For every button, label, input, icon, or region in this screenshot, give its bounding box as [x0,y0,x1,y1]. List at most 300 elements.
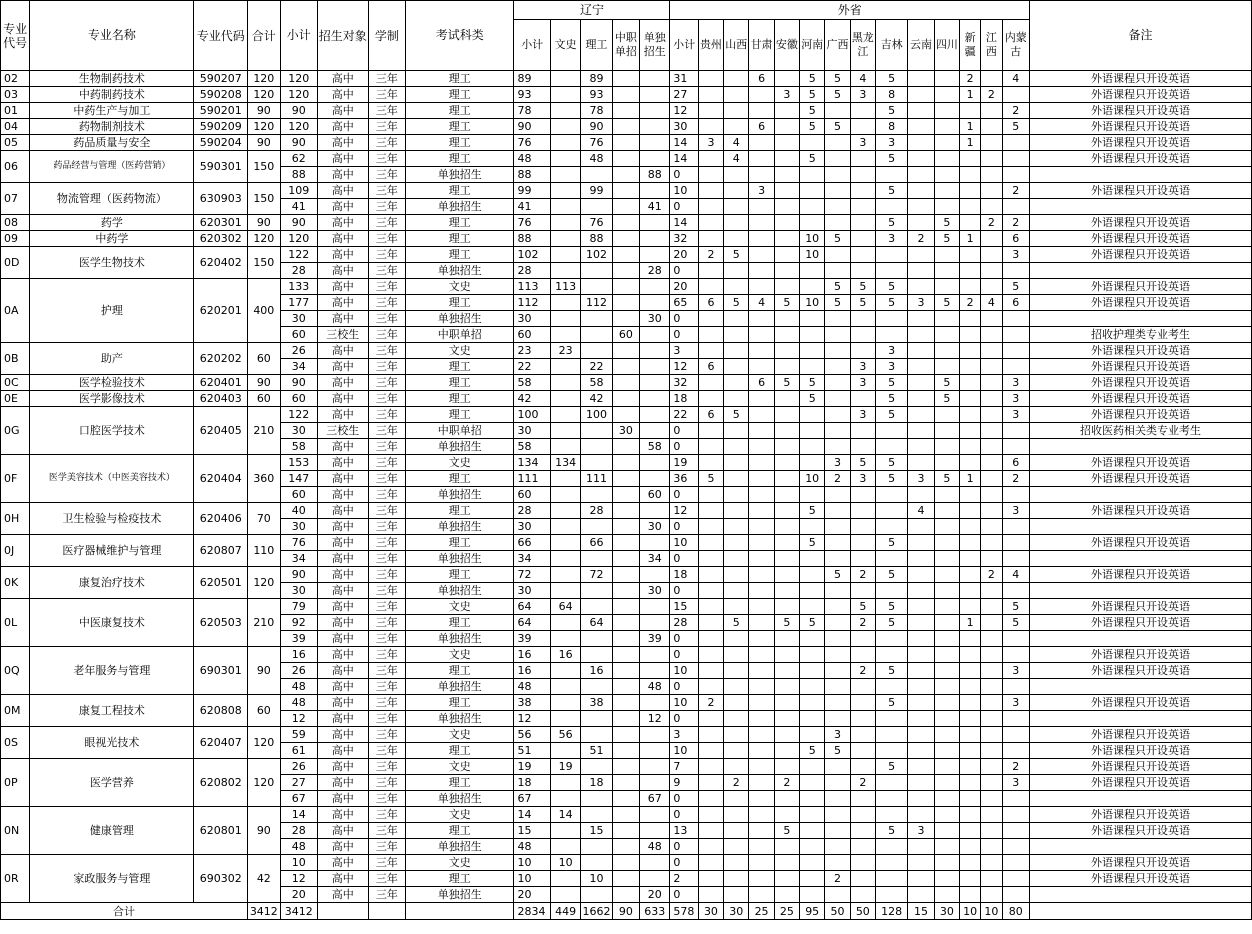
jilin-cell: 5 [875,615,907,631]
ln-zhongzhi-cell [612,375,639,391]
ln-zhongzhi-cell [612,263,639,279]
duration-cell: 三年 [368,487,405,503]
yunnan-cell [908,103,934,119]
gansu-cell [749,583,774,599]
ln-wenshi-cell [550,791,580,807]
ln-dandu-cell [640,647,670,663]
target-cell: 高中 [317,855,368,871]
shanxi-cell [724,487,749,503]
xinjiang-cell: 1 [960,471,981,487]
note-cell [1029,791,1251,807]
ln-wenshi-cell [550,119,580,135]
anhui-cell [774,471,799,487]
subtotal-cell: 67 [280,791,317,807]
target-cell: 高中 [317,663,368,679]
ln-dandu-cell [640,375,670,391]
exam-type-cell: 理工 [406,231,514,247]
duration-cell: 三年 [368,151,405,167]
jilin-cell: 5 [875,375,907,391]
header-name: 专业名称 [30,1,194,71]
xinjiang-cell [960,551,981,567]
ln-zhongzhi-cell [612,199,639,215]
ln-ligong-cell [581,263,612,279]
yunnan-cell [908,423,934,439]
neimenggu-cell [1002,711,1029,727]
ln-wenshi-cell [550,167,580,183]
ln-dandu-cell [640,823,670,839]
jiangxi-cell [981,343,1002,359]
major-name-cell: 中药制药技术 [30,87,194,103]
jilin-cell [875,583,907,599]
note-cell [1029,199,1251,215]
ln-ligong-cell: 38 [581,695,612,711]
guangxi-cell [825,615,850,631]
note-cell: 外语课程只开设英语 [1029,855,1251,871]
table-row [1,247,1252,263]
jilin-cell: 5 [875,407,907,423]
gansu-cell [749,631,774,647]
subtotal-cell: 120 [280,231,317,247]
header-note: 备注 [1029,1,1251,71]
totals-value-cell: 95 [800,903,825,920]
shanxi-cell [724,183,749,199]
ln-subtotal-cell: 10 [514,855,550,871]
xinjiang-cell [960,583,981,599]
xinjiang-cell [960,327,981,343]
ln-wenshi-cell [550,663,580,679]
ln-subtotal-cell: 72 [514,567,550,583]
ln-dandu-cell [640,183,670,199]
duration-cell: 三年 [368,599,405,615]
major-total-cell: 90 [248,103,280,119]
guizhou-cell [698,279,723,295]
xinjiang-cell [960,631,981,647]
neimenggu-cell [1002,647,1029,663]
neimenggu-cell [1002,823,1029,839]
major-code-cell: 620807 [194,535,248,567]
gansu-cell [749,487,774,503]
header-outside-col: 新疆 [960,20,981,71]
yunnan-cell: 4 [908,503,934,519]
ln-ligong-cell: 102 [581,247,612,263]
ln-dandu-cell [640,391,670,407]
ln-zhongzhi-cell [612,247,639,263]
ln-wenshi-cell: 64 [550,599,580,615]
exam-type-cell: 理工 [406,295,514,311]
jilin-cell [875,647,907,663]
guizhou-cell [698,727,723,743]
guangxi-cell: 5 [825,279,850,295]
gansu-cell [749,215,774,231]
jiangxi-cell [981,247,1002,263]
ln-subtotal-cell: 48 [514,679,550,695]
henan-cell: 5 [800,615,825,631]
heilongjiang-cell: 2 [850,663,875,679]
guangxi-cell [825,167,850,183]
ln-wenshi-cell [550,631,580,647]
ln-wenshi-cell: 14 [550,807,580,823]
guizhou-cell [698,887,723,903]
totals-label: 合计 [1,903,248,920]
shanxi-cell [724,167,749,183]
sichuan-cell [934,759,959,775]
subtotal-cell: 147 [280,471,317,487]
ln-subtotal-cell: 30 [514,583,550,599]
table-row [1,103,1252,119]
henan-cell [800,551,825,567]
guangxi-cell [825,647,850,663]
totals-subtotal: 3412 [280,903,317,920]
empty-cell [317,903,368,920]
anhui-cell [774,119,799,135]
ln-wenshi-cell: 23 [550,343,580,359]
guizhou-cell [698,71,723,87]
shanxi-cell [724,71,749,87]
neimenggu-cell: 3 [1002,391,1029,407]
neimenggu-cell: 5 [1002,615,1029,631]
yunnan-cell [908,679,934,695]
jiangxi-cell [981,279,1002,295]
guizhou-cell [698,119,723,135]
jiangxi-cell [981,167,1002,183]
ln-zhongzhi-cell [612,311,639,327]
ln-ligong-cell: 90 [581,119,612,135]
jilin-cell: 5 [875,391,907,407]
henan-cell [800,855,825,871]
out-subtotal-cell: 20 [670,279,698,295]
exam-type-cell: 单独招生 [406,839,514,855]
note-cell: 外语课程只开设英语 [1029,647,1251,663]
heilongjiang-cell [850,167,875,183]
major-total-cell: 210 [248,599,280,647]
ln-zhongzhi-cell [612,71,639,87]
guizhou-cell: 2 [698,247,723,263]
guangxi-cell [825,759,850,775]
jiangxi-cell [981,679,1002,695]
anhui-cell [774,135,799,151]
jiangxi-cell: 4 [981,295,1002,311]
out-subtotal-cell: 0 [670,791,698,807]
out-subtotal-cell: 0 [670,487,698,503]
duration-cell: 三年 [368,791,405,807]
ln-wenshi-cell [550,487,580,503]
ln-dandu-cell [640,279,670,295]
target-cell: 高中 [317,311,368,327]
major-id-cell: 0H [1,503,30,535]
jiangxi-cell [981,183,1002,199]
major-id-cell: 05 [1,135,30,151]
gansu-cell [749,791,774,807]
guangxi-cell [825,183,850,199]
target-cell: 高中 [317,455,368,471]
ln-zhongzhi-cell: 60 [612,327,639,343]
heilongjiang-cell [850,327,875,343]
header-outside-col: 云南 [908,20,934,71]
henan-cell [800,183,825,199]
jilin-cell: 5 [875,599,907,615]
exam-type-cell: 单独招生 [406,439,514,455]
anhui-cell [774,311,799,327]
target-cell: 高中 [317,743,368,759]
target-cell: 高中 [317,679,368,695]
ln-zhongzhi-cell [612,343,639,359]
out-subtotal-cell: 0 [670,423,698,439]
ln-zhongzhi-cell [612,391,639,407]
shanxi-cell [724,839,749,855]
target-cell: 高中 [317,775,368,791]
empty-cell [368,903,405,920]
duration-cell: 三年 [368,695,405,711]
duration-cell: 三年 [368,407,405,423]
sichuan-cell [934,87,959,103]
jilin-cell [875,519,907,535]
guizhou-cell [698,487,723,503]
note-cell [1029,631,1251,647]
guangxi-cell [825,807,850,823]
ln-zhongzhi-cell [612,135,639,151]
ln-wenshi-cell [550,583,580,599]
sichuan-cell [934,263,959,279]
guangxi-cell [825,503,850,519]
ln-dandu-cell [640,423,670,439]
out-subtotal-cell: 3 [670,727,698,743]
heilongjiang-cell: 5 [850,279,875,295]
neimenggu-cell: 2 [1002,471,1029,487]
heilongjiang-cell [850,807,875,823]
xinjiang-cell [960,807,981,823]
ln-ligong-cell: 28 [581,503,612,519]
target-cell: 高中 [317,439,368,455]
out-subtotal-cell: 0 [670,887,698,903]
header-outside-col: 广西 [825,20,850,71]
gansu-cell [749,855,774,871]
guizhou-cell [698,231,723,247]
major-total-cell: 90 [248,647,280,695]
heilongjiang-cell [850,183,875,199]
henan-cell: 5 [800,103,825,119]
sichuan-cell [934,151,959,167]
xinjiang-cell: 1 [960,87,981,103]
duration-cell: 三年 [368,103,405,119]
heilongjiang-cell [850,823,875,839]
subtotal-cell: 58 [280,439,317,455]
ln-subtotal-cell: 102 [514,247,550,263]
subtotal-cell: 62 [280,151,317,167]
anhui-cell [774,391,799,407]
sichuan-cell [934,727,959,743]
ln-dandu-cell [640,599,670,615]
major-code-cell: 620802 [194,759,248,807]
sichuan-cell [934,615,959,631]
ln-ligong-cell [581,167,612,183]
ln-subtotal-cell: 19 [514,759,550,775]
ln-zhongzhi-cell [612,231,639,247]
jiangxi-cell [981,327,1002,343]
exam-type-cell: 理工 [406,103,514,119]
henan-cell [800,583,825,599]
major-name-cell: 健康管理 [30,807,194,855]
jiangxi-cell [981,775,1002,791]
guizhou-cell [698,647,723,663]
xinjiang-cell [960,727,981,743]
major-total-cell: 120 [248,759,280,807]
anhui-cell [774,759,799,775]
target-cell: 三校生 [317,327,368,343]
gansu-cell [749,727,774,743]
exam-type-cell: 理工 [406,135,514,151]
xinjiang-cell [960,887,981,903]
ln-subtotal-cell: 51 [514,743,550,759]
subtotal-cell: 120 [280,119,317,135]
guizhou-cell [698,503,723,519]
ln-dandu-cell [640,743,670,759]
table-row [1,215,1252,231]
major-total-cell: 120 [248,727,280,759]
neimenggu-cell [1002,631,1029,647]
shanxi-cell [724,231,749,247]
major-total-cell: 90 [248,135,280,151]
jilin-cell: 5 [875,455,907,471]
exam-type-cell: 理工 [406,151,514,167]
target-cell: 高中 [317,71,368,87]
subtotal-cell: 133 [280,279,317,295]
heilongjiang-cell [850,535,875,551]
ln-zhongzhi-cell [612,823,639,839]
gansu-cell [749,359,774,375]
note-cell [1029,887,1251,903]
neimenggu-cell [1002,727,1029,743]
jilin-cell [875,263,907,279]
ln-dandu-cell [640,663,670,679]
guangxi-cell [825,551,850,567]
neimenggu-cell: 6 [1002,455,1029,471]
major-code-cell: 590208 [194,87,248,103]
guizhou-cell [698,103,723,119]
shanxi-cell [724,791,749,807]
duration-cell: 三年 [368,775,405,791]
yunnan-cell [908,711,934,727]
ln-dandu-cell: 41 [640,199,670,215]
note-cell [1029,311,1251,327]
exam-type-cell: 单独招生 [406,887,514,903]
ln-zhongzhi-cell [612,743,639,759]
xinjiang-cell [960,455,981,471]
gansu-cell [749,679,774,695]
henan-cell [800,199,825,215]
sichuan-cell [934,359,959,375]
ln-zhongzhi-cell [612,887,639,903]
neimenggu-cell [1002,855,1029,871]
henan-cell: 10 [800,471,825,487]
neimenggu-cell: 5 [1002,279,1029,295]
neimenggu-cell [1002,887,1029,903]
shanxi-cell [724,439,749,455]
xinjiang-cell [960,263,981,279]
shanxi-cell [724,663,749,679]
table-row [1,759,1252,775]
guizhou-cell [698,599,723,615]
subtotal-cell: 34 [280,359,317,375]
guizhou-cell: 3 [698,135,723,151]
out-subtotal-cell: 10 [670,535,698,551]
major-code-cell: 620407 [194,727,248,759]
exam-type-cell: 单独招生 [406,791,514,807]
yunnan-cell [908,631,934,647]
note-cell: 外语课程只开设英语 [1029,807,1251,823]
ln-zhongzhi-cell [612,727,639,743]
target-cell: 高中 [317,567,368,583]
major-total-cell: 150 [248,183,280,215]
exam-type-cell: 理工 [406,567,514,583]
yunnan-cell [908,391,934,407]
anhui-cell [774,711,799,727]
major-id-cell: 09 [1,231,30,247]
major-name-cell: 中医康复技术 [30,599,194,647]
exam-type-cell: 单独招生 [406,679,514,695]
yunnan-cell [908,327,934,343]
heilongjiang-cell: 3 [850,135,875,151]
neimenggu-cell [1002,199,1029,215]
gansu-cell [749,743,774,759]
neimenggu-cell: 3 [1002,375,1029,391]
ln-zhongzhi-cell [612,647,639,663]
ln-zhongzhi-cell [612,439,639,455]
heilongjiang-cell [850,727,875,743]
neimenggu-cell [1002,487,1029,503]
ln-dandu-cell [640,327,670,343]
ln-ligong-cell [581,631,612,647]
guizhou-cell [698,311,723,327]
major-code-cell: 590207 [194,71,248,87]
header-exam-type: 考试科类 [406,1,514,71]
jilin-cell [875,743,907,759]
out-subtotal-cell: 32 [670,375,698,391]
guangxi-cell: 5 [825,295,850,311]
subtotal-cell: 60 [280,327,317,343]
major-id-cell: 0Q [1,647,30,695]
sichuan-cell [934,535,959,551]
ln-subtotal-cell: 113 [514,279,550,295]
note-cell: 外语课程只开设英语 [1029,279,1251,295]
henan-cell [800,327,825,343]
ln-ligong-cell [581,727,612,743]
ln-zhongzhi-cell [612,151,639,167]
exam-type-cell: 文史 [406,727,514,743]
ln-wenshi-cell [550,103,580,119]
out-subtotal-cell: 12 [670,103,698,119]
jiangxi-cell [981,311,1002,327]
note-cell: 外语课程只开设英语 [1029,151,1251,167]
out-subtotal-cell: 10 [670,183,698,199]
major-id-cell: 0D [1,247,30,279]
jilin-cell: 5 [875,279,907,295]
target-cell: 高中 [317,215,368,231]
note-cell: 外语课程只开设英语 [1029,727,1251,743]
duration-cell: 三年 [368,327,405,343]
major-id-cell: 0G [1,407,30,455]
empty-cell [1029,903,1251,920]
anhui-cell [774,519,799,535]
table-row [1,695,1252,711]
neimenggu-cell: 2 [1002,215,1029,231]
exam-type-cell: 单独招生 [406,199,514,215]
neimenggu-cell [1002,135,1029,151]
major-code-cell: 630903 [194,183,248,215]
henan-cell [800,343,825,359]
major-name-cell: 卫生检验与检疫技术 [30,503,194,535]
ln-zhongzhi-cell [612,631,639,647]
header-duration: 学制 [368,1,405,71]
